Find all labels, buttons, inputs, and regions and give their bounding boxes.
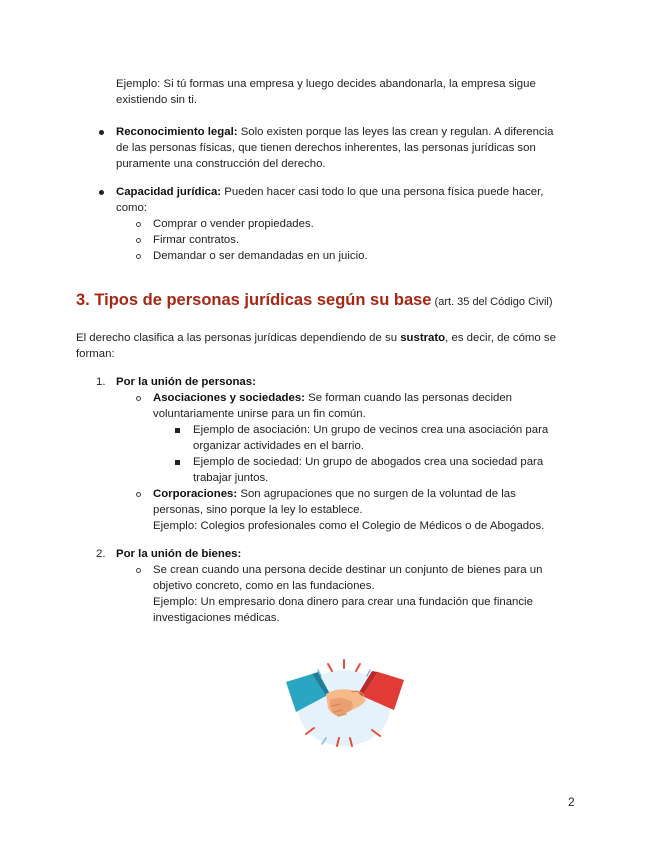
para-line1 [76, 330, 556, 346]
bullet-ring [136, 396, 141, 401]
reconocimiento-line3: puramente una construcción del derecho. [116, 158, 326, 170]
item1-label-text: Por la unión de personas: [116, 376, 256, 388]
capacidad-text: Pueden hacer casi todo lo que una persona física puede hacer, [221, 186, 544, 198]
reconocimiento-text: Solo existen porque las leyes las crean y regulan. A diferencia [237, 126, 554, 138]
item2-label [116, 546, 241, 562]
corporaciones-line1 [153, 486, 516, 502]
reconocimiento-label: Reconocimiento legal: [116, 126, 238, 138]
bullet-ring [136, 492, 141, 497]
asociaciones-line2: voluntariamente unirse para un fin común. [153, 408, 366, 420]
page-number: 2 [568, 795, 575, 809]
para-text: El derecho clasifica a las personas jurídicas dependiendo de su [76, 332, 401, 344]
bullet-ring [136, 238, 141, 243]
para-bold-term: sustrato [400, 332, 446, 344]
capacidad-label: Capacidad jurídica: [116, 186, 222, 198]
intro-example-line1: Ejemplo: Si tú formas una empresa y luego decides abandonarla, la empresa sigue [116, 78, 536, 90]
reconocimiento-line2: de las personas físicas, que tienen derechos inherentes, las personas jurídicas son [116, 142, 536, 154]
bienes-line3: Ejemplo: Un empresario dona dinero para crear una fundación que financie [153, 596, 533, 608]
corporaciones-label: Corporaciones: [153, 488, 238, 500]
bullet-ring [136, 222, 141, 227]
item1-label [116, 374, 256, 390]
capacidad-line2: como: [116, 202, 148, 214]
bullet-ring [136, 568, 141, 573]
ejemplo-asociacion-line1: Ejemplo de asociación: Un grupo de vecinos crea una asociación para [193, 424, 549, 436]
ejemplo-asociacion-line2: organizar actividades en el barrio. [193, 440, 364, 452]
asociaciones-line1 [153, 390, 512, 406]
capacidad-sub-item: Comprar o vender propiedades. [153, 218, 314, 230]
ejemplo-sociedad-line1: Ejemplo de sociedad: Un grupo de abogados crea una sociedad para [193, 456, 544, 468]
bullet-square [175, 460, 180, 465]
section-heading [76, 292, 553, 310]
para-text-end: , es decir, de cómo se [445, 332, 556, 344]
item2-label-text: Por la unión de bienes: [116, 548, 242, 560]
section-note: (art. 35 del Código Civil) [431, 296, 553, 308]
corporaciones-line3: Ejemplo: Colegios profesionales como el Colegio de Médicos o de Abogados. [153, 520, 545, 532]
bullet-ring [136, 254, 141, 259]
para-line2: forman: [76, 348, 115, 360]
bullet-square [175, 428, 180, 433]
list-number: 1. [96, 376, 106, 388]
capacidad-line1 [116, 184, 543, 200]
handshake-icon [282, 656, 408, 752]
corporaciones-text: Son agrupaciones que no surgen de la voluntad de las [237, 488, 516, 500]
corporaciones-line2: personas, sino porque la ley lo establece. [153, 504, 363, 516]
ejemplo-sociedad-line2: trabajar juntos. [193, 472, 269, 484]
asociaciones-text: Se forman cuando las personas deciden [304, 392, 513, 404]
section-title: 3. Tipos de personas jurídicas según su base [76, 291, 432, 309]
list-number: 2. [96, 548, 106, 560]
reconocimiento-line1 [116, 124, 554, 140]
asociaciones-label: Asociaciones y sociedades: [153, 392, 305, 404]
bullet-dot [99, 190, 104, 195]
bullet-dot [99, 130, 104, 135]
capacidad-sub-item: Demandar o ser demandadas en un juicio. [153, 250, 368, 262]
bienes-line1: Se crean cuando una persona decide destinar un conjunto de bienes para un [153, 564, 543, 576]
bienes-line4: investigaciones médicas. [153, 612, 280, 624]
bienes-line2: objetivo concreto, como en las fundaciones. [153, 580, 375, 592]
capacidad-sub-item: Firmar contratos. [153, 234, 240, 246]
intro-example-line2: existiendo sin ti. [116, 94, 198, 106]
